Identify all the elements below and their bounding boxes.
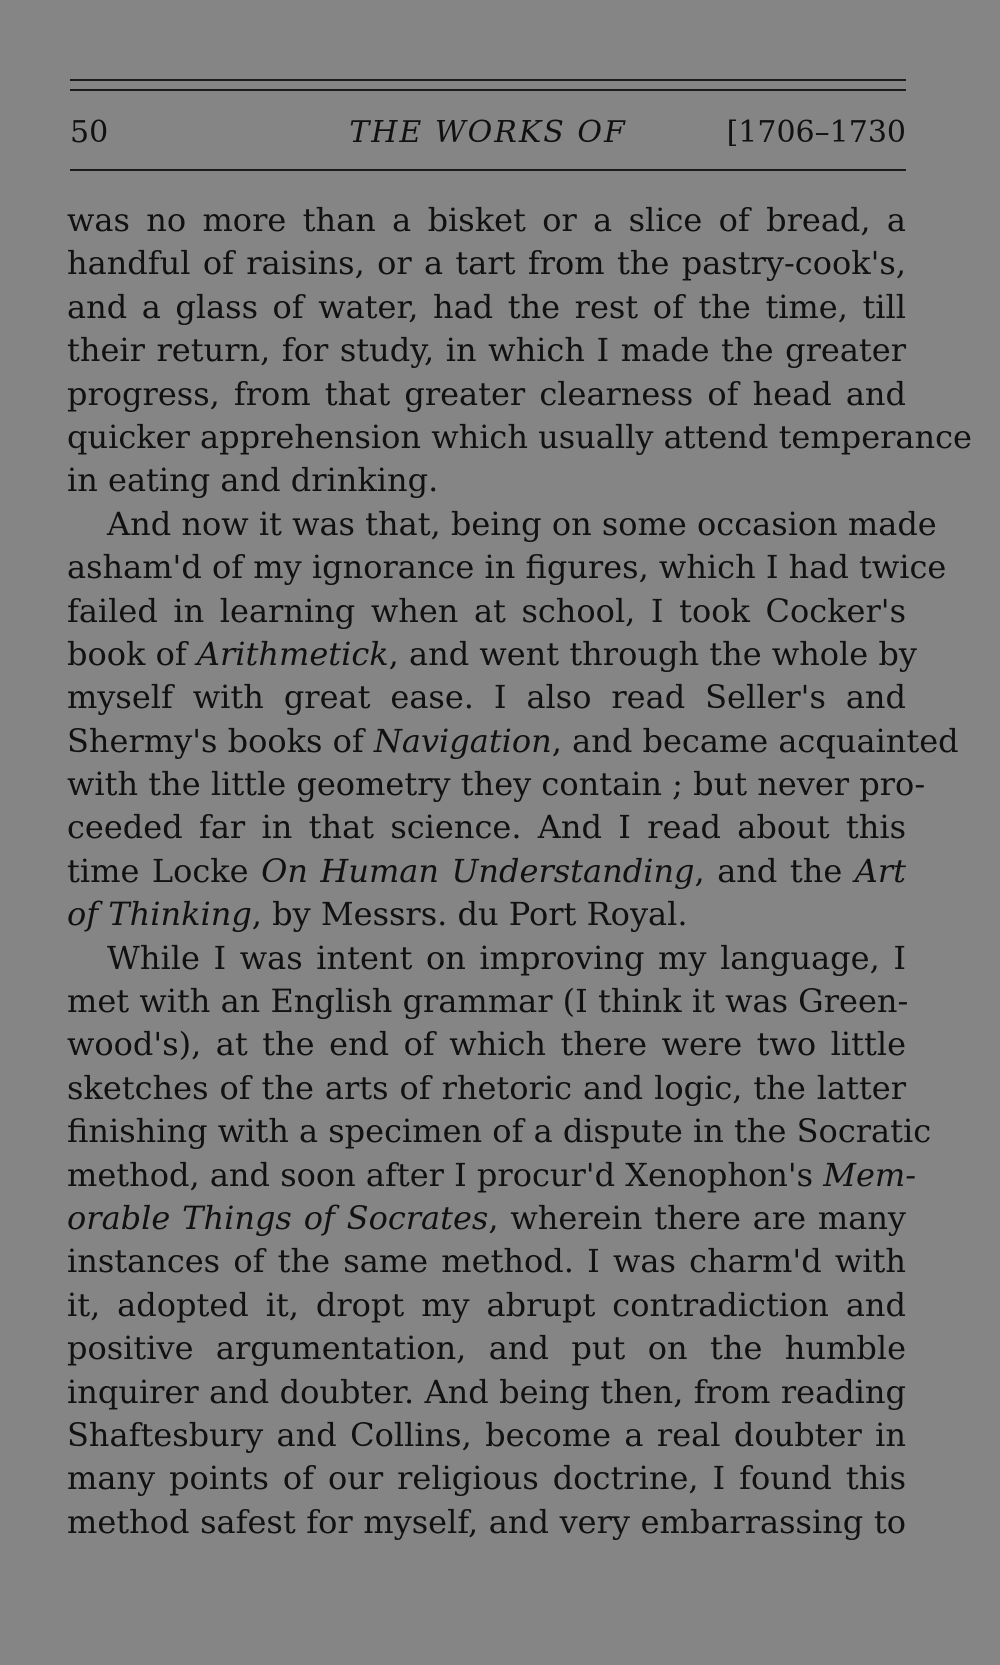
text-line (67, 1284, 906, 1327)
text-line (67, 720, 959, 763)
text-line (67, 676, 906, 719)
text-span: finishing with a specimen of a dispute in the Socratic (67, 1112, 932, 1151)
text-span: it, adopted it, dropt my abrupt contradiction and (67, 1285, 906, 1324)
text-line (67, 763, 926, 806)
text-line (67, 850, 906, 893)
text-span: myself with great ease. I also read Seller's and (67, 678, 906, 717)
text-span: with the little geometry they contain ; but never pro- (67, 765, 926, 804)
header-rule (70, 169, 906, 171)
italic-title-text: of Thinking (67, 895, 252, 934)
running-head (70, 113, 906, 153)
text-line (67, 503, 937, 546)
top-double-rule-upper (70, 79, 906, 81)
text-span: , and became acquainted (551, 721, 959, 760)
text-span: in eating and drinking. (67, 461, 439, 500)
text-span: quicker apprehension which usually attend temperance (67, 417, 972, 456)
text-line (67, 1501, 906, 1544)
text-line (67, 893, 906, 936)
text-span: , and went through the whole by (388, 634, 917, 673)
text-span: Shaftesbury and Collins, become a real doubter in (67, 1415, 906, 1454)
italic-title-text: Art (854, 851, 907, 890)
italic-title-text: orable Things of Socrates (67, 1198, 489, 1237)
italic-title-text: Mem- (823, 1155, 917, 1194)
text-span: instances of the same method. I was charm'd with (67, 1242, 906, 1281)
text-span: wood's), at the end of which there were two little (67, 1025, 906, 1064)
text-line (67, 1110, 932, 1153)
text-span: , wherein there are many (488, 1198, 907, 1237)
italic-title-text: Navigation (373, 721, 552, 760)
text-span: sketches of the arts of rhetoric and logic, the latter (67, 1068, 906, 1107)
text-span: time Locke (67, 851, 262, 890)
italic-title-text: On Human Understanding (261, 851, 695, 890)
text-span: many points of our religious doctrine, I found this (67, 1459, 906, 1498)
text-line (67, 1457, 906, 1500)
text-span: , by Messrs. du Port Royal. (251, 895, 688, 934)
text-span: ceeded far in that science. And I read about this (67, 808, 906, 847)
text-span: , and the (694, 851, 855, 890)
text-span: and a glass of water, had the rest of the time, till (67, 287, 906, 326)
text-line (67, 546, 947, 589)
text-span: met with an English grammar (I think it was Green- (67, 982, 909, 1021)
text-line (67, 416, 972, 459)
text-line (67, 373, 906, 416)
text-line (67, 329, 906, 372)
text-span: book of (67, 634, 197, 673)
text-span: While I was intent on improving my language, I (107, 938, 906, 977)
text-line (67, 286, 906, 329)
text-span: asham'd of my ignorance in figures, which I had twice (67, 548, 947, 587)
text-span: handful of raisins, or a tart from the pastry-cook's, (67, 244, 906, 283)
text-span: progress, from that greater clearness of head and (67, 374, 906, 413)
date-range: [1706–1730 (726, 115, 906, 150)
body-text (67, 199, 972, 1544)
text-line (67, 590, 906, 633)
text-span: their return, for study, in which I made the greater (67, 331, 906, 370)
text-line (67, 806, 906, 849)
text-line (67, 980, 909, 1023)
text-span: And now it was that, being on some occasion made (107, 504, 937, 543)
text-line (67, 1197, 906, 1240)
text-line (67, 242, 906, 285)
running-title: THE WORKS OF (349, 115, 627, 150)
text-line (67, 937, 906, 980)
text-line (67, 1067, 906, 1110)
text-span: failed in learning when at school, I took Cocker's (67, 591, 906, 630)
text-line (67, 1371, 906, 1414)
text-line (67, 1240, 906, 1283)
text-span: positive argumentation, and put on the humble (67, 1329, 906, 1368)
text-span: Shermy's books of (67, 721, 374, 760)
text-span: method, and soon after I procur'd Xenophon's (67, 1155, 824, 1194)
text-line (67, 1023, 906, 1066)
text-line (67, 1327, 906, 1370)
text-span: inquirer and doubter. And being then, from reading (67, 1372, 906, 1411)
text-line (67, 1414, 906, 1457)
text-line (67, 633, 917, 676)
top-double-rule-lower (70, 89, 906, 91)
text-span: method safest for myself, and very embarrassing to (67, 1502, 906, 1541)
text-line (67, 459, 906, 502)
text-line (67, 199, 906, 242)
text-span: was no more than a bisket or a slice of bread, a (67, 201, 906, 239)
italic-title-text: Arithmetick (196, 634, 389, 673)
page-number: 50 (70, 115, 109, 150)
text-line (67, 1154, 917, 1197)
